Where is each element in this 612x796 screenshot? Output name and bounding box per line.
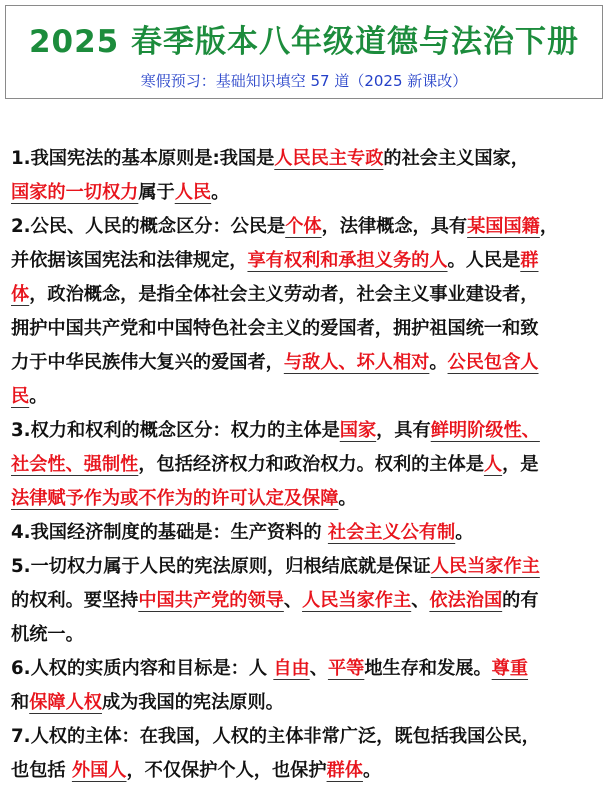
question-text: ，	[539, 216, 559, 237]
answer-text: 国家的一切权力	[11, 182, 139, 203]
question-text: 3.权力和权利的概念区分：权力的主体是	[11, 420, 340, 441]
question-text: 。	[455, 522, 474, 543]
question-list	[11, 142, 603, 788]
question-text: 的权利。要坚持	[11, 590, 139, 611]
answer-text: 自由	[273, 658, 310, 679]
answer-text: 个体	[285, 216, 322, 237]
question-text: 的有	[502, 590, 539, 611]
question-text: 7.人权的主体：在我国，人权的主体非常广泛，既包括我国公民，	[11, 726, 540, 747]
answer-text: 社会性、强制性	[11, 454, 139, 475]
question-text: 2.公民、人民的概念区分：公民是	[11, 216, 286, 237]
answer-text: 鲜明阶级性、	[430, 420, 540, 441]
answer-text: 社会主义公有制	[327, 522, 456, 543]
answer-text: 国家	[339, 420, 377, 441]
question-item	[11, 142, 603, 210]
answer-text: 群体	[326, 760, 363, 781]
question-text: 机统一。	[11, 624, 84, 645]
header-box	[5, 5, 603, 99]
answer-text: 体	[11, 284, 30, 305]
question-text: 拥护中国共产党和中国特色社会主义的爱国者，拥护祖国统一和致	[11, 318, 539, 339]
answer-text: 群	[520, 250, 539, 271]
page-subtitle: 寒假预习：基础知识填空 57 道（2025 新课改）	[140, 72, 468, 90]
question-text: 。	[429, 352, 448, 373]
question-text: ，是	[502, 454, 539, 475]
answer-text: 享有权利和承担义务的人	[247, 250, 448, 271]
question-text: 。	[338, 488, 357, 509]
question-item	[11, 516, 603, 550]
question-text: 也包括	[11, 760, 72, 781]
answer-text: 公民包含人	[447, 352, 539, 373]
question-item	[11, 414, 603, 516]
question-text: ，包括经济权力和政治权力。权利的主体是	[138, 454, 484, 475]
question-text: 力于中华民族伟大复兴的爱国者，	[11, 352, 284, 373]
answer-text: 人民	[174, 182, 212, 203]
answer-text: 人民民主专政	[274, 148, 384, 169]
question-text: 成为我国的宪法原则。	[101, 692, 284, 713]
answer-text: 民	[11, 386, 30, 407]
answer-text: 法律赋予作为或不作为的许可认定及保障	[11, 488, 339, 509]
question-text: 5.一切权力属于人民的宪法原则，归根结底就是保证	[11, 556, 431, 577]
question-text: 属于	[138, 182, 175, 203]
question-text: 、	[411, 590, 430, 611]
question-text: 的社会主义国家，	[383, 148, 529, 169]
answer-text: 保障人权	[29, 692, 102, 713]
answer-text: 与敌人、坏人相对	[283, 352, 430, 373]
question-text: 、	[309, 658, 328, 679]
question-text: 、	[283, 590, 303, 611]
question-text: 和	[11, 692, 30, 713]
question-text: 地生存和发展。	[364, 658, 492, 679]
question-text: 4.我国经济制度的基础是：生产资料的	[11, 522, 328, 543]
answer-text: 某国国籍	[467, 216, 540, 237]
question-text: 。	[362, 760, 382, 781]
answer-text: 中国共产党的领导	[138, 590, 284, 611]
answer-text: 外国人	[71, 760, 127, 781]
answer-text: 依法治国	[429, 590, 503, 611]
question-text: 。	[29, 386, 48, 407]
question-text: 。人民是	[447, 250, 521, 271]
question-text: ，不仅保护个人，也保护	[126, 760, 327, 781]
answer-text: 人民当家作主	[430, 556, 540, 577]
question-text: ，政治概念，是指全体社会主义劳动者，社会主义事业建设者，	[29, 284, 539, 305]
question-text: ，具有	[376, 420, 431, 441]
answer-text: 平等	[327, 658, 365, 679]
question-text: 1.我国宪法的基本原则是:我国是	[11, 148, 275, 169]
answer-text: 人民当家作主	[302, 590, 412, 611]
page-title: 2025 春季版本八年级道德与法治下册	[28, 24, 580, 60]
answer-text: 尊重	[491, 658, 529, 679]
question-item	[11, 550, 603, 652]
question-item	[11, 720, 603, 788]
answer-text: 人	[483, 454, 503, 475]
question-text: 。	[211, 182, 230, 203]
question-item	[11, 210, 603, 414]
question-text: 6.人权的实质内容和目标是：人	[11, 658, 274, 679]
question-text: 并依据该国宪法和法律规定，	[11, 250, 248, 271]
question-item	[11, 652, 603, 720]
question-text: ，法律概念，具有	[321, 216, 468, 237]
